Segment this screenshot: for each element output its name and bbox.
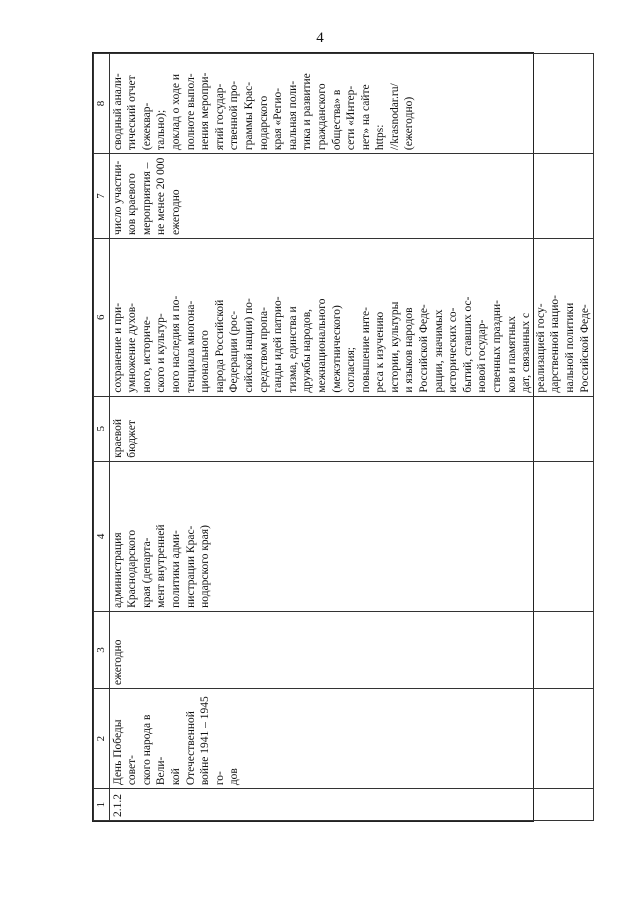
header-cell-6: 6 [94, 238, 110, 396]
funding-source: краевой бюджет [109, 396, 594, 461]
event-name: День Победы совет- ского народа в Вели- кой Отечественной войне 1941 – 1945 го- дов [109, 689, 594, 789]
row-number: 2.1.2 [109, 789, 594, 821]
executor: администрация Краснодарского края (департа- мент внутренней политики адми- нистрации Крас- нодарского края) [109, 461, 594, 611]
table-header-row [94, 54, 110, 821]
header-cell-2: 2 [94, 689, 110, 789]
page-number: 4 [316, 30, 324, 46]
rotated-table [92, 52, 591, 822]
header-cell-4: 4 [94, 461, 110, 611]
header-cell-7: 7 [94, 154, 110, 239]
header-cell-5: 5 [94, 396, 110, 461]
header-cell-3: 3 [94, 611, 110, 688]
header-cell-1: 1 [94, 789, 110, 821]
table-row [109, 54, 594, 821]
period: ежегодно [109, 611, 594, 688]
report-form: сводный анали- тический отчет (ежеквар- тально); доклад о ходе и полноте выпол- нения меропри- ятий государ- ственной про- граммы Крас- нодарского края «Регио- нальная поли- тика и развитие гражданского общества» в сети «Интер- нет» на сайте https: //krasnodar.ru/ (ежегодно) [109, 54, 594, 154]
indicator: число участни- ков краевого мероприятия – не менее 20 000 ежегодно [109, 154, 594, 239]
header-cell-8: 8 [94, 54, 110, 154]
events-table [93, 53, 594, 821]
goal: сохранение и при- умножение духов- ного, историче- ского и культур- ного наследия и по- тенциала многона- ционального народа Российской Федерации (рос- сийской нации) по- средством пропа- ганды идей патрио- тизма, единства и дружбы народов, межнационального (межэтнического) согласия; повышение инте- реса к изучению истории, культуры и языков народов Российской Феде- рации, значимых исторических со- бытий, ставших ос- новой государ- ственных праздни- ков и памятных дат, связанных с реализацией госу- дарственной нацио- нальной политики Российской Феде- [109, 238, 594, 396]
